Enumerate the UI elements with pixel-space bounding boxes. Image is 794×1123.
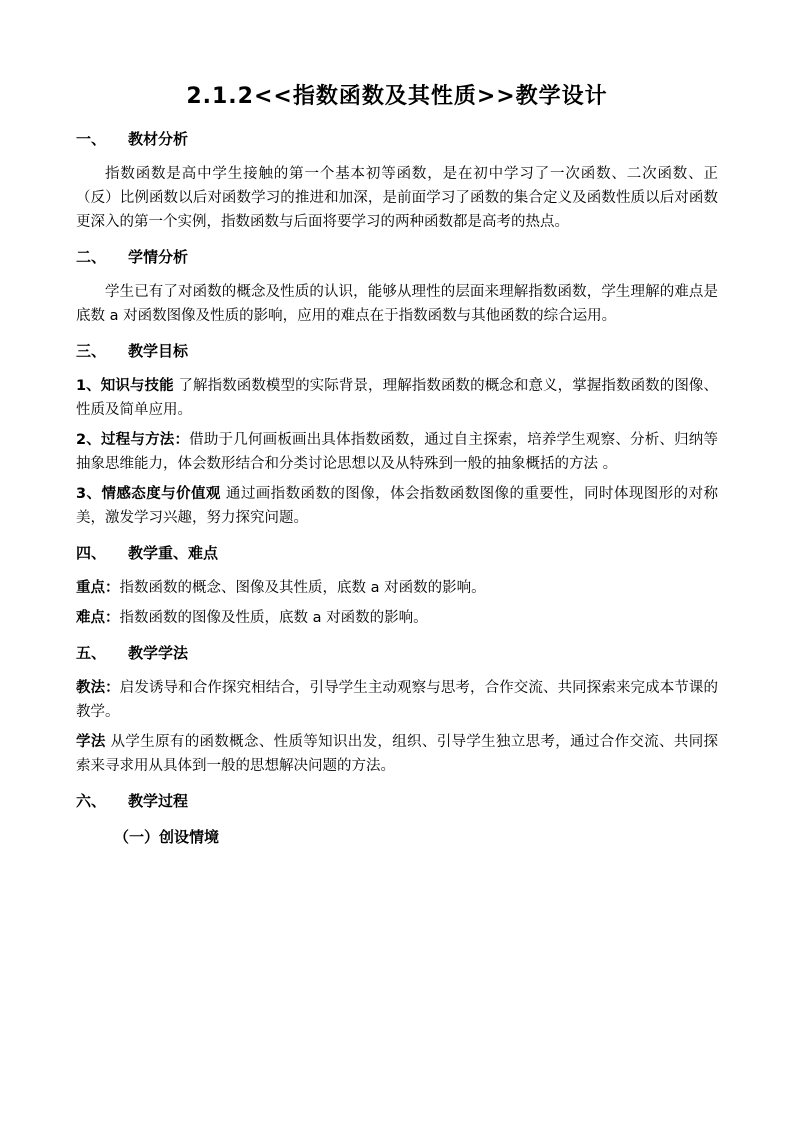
goal-text: 借助于几何画板画出具体指数函数，通过自主探索，培养学生观察、分析、归纳等抽象思维能力，体会数形结合和分类讨论思想以及从特殊到一般的抽象概括的方法 。 (76, 432, 718, 472)
difficult-points-paragraph (76, 606, 718, 630)
teaching-method-paragraph (76, 676, 718, 724)
section-title: 教学目标 (128, 342, 189, 360)
goal-text: 了解指数函数模型的实际背景，理解指数函数的概念和意义，掌握指数函数的图像、性质及简单应用。 (76, 378, 719, 418)
goal-text: 通过画指数函数的图像，体会指数函数图像的重要性，同时体现图形的对称美，激发学习兴趣，努力探究问题。 (76, 486, 719, 526)
section-heading-key-difficult-points (76, 542, 718, 564)
section-number: 三、 (76, 342, 107, 360)
section-number: 五、 (76, 644, 107, 662)
goal-label: 1、知识与技能 (76, 378, 174, 394)
section-heading-teaching-process (76, 790, 718, 812)
section-heading-student-analysis (76, 246, 718, 268)
goal-knowledge-skills (76, 374, 718, 422)
document-title: 2.1.2<<指数函数及其性质>>教学设计 (186, 84, 608, 109)
learning-method-label: 学法 (76, 734, 106, 750)
student-analysis-paragraph: 学生已有了对函数的概念及性质的认识，能够从理性的层面来理解指数函数，学生理解的难点是底数 a 对函数图像及性质的影响，应用的难点在于指数函数与其他函数的综合运用。 (76, 284, 718, 324)
section-number: 二、 (76, 248, 107, 266)
learning-method-paragraph (76, 730, 718, 778)
difficult-points-label: 难点： (76, 610, 120, 626)
teaching-method-text: 启发诱导和合作探究相结合，引导学生主动观察与思考，合作交流、共同探索来完成本节课的教学。 (76, 680, 718, 720)
section-title: 学情分析 (128, 248, 189, 266)
difficult-points-text: 指数函数的图像及性质，底数 a 对函数的影响。 (119, 610, 428, 626)
teaching-method-label: 教法： (76, 680, 120, 696)
section-heading-teaching-goals (76, 340, 718, 362)
key-points-label: 重点： (76, 580, 120, 596)
section-number: 六、 (76, 792, 107, 810)
goal-label: 3、情感态度与价值观 (76, 486, 221, 502)
section-heading-textbook-analysis (76, 128, 718, 150)
goal-process-method (76, 428, 718, 476)
section-title: 教学学法 (128, 644, 189, 662)
section-title: 教材分析 (128, 130, 189, 148)
key-points-text: 指数函数的概念、图像及其性质，底数 a 对函数的影响。 (119, 580, 486, 596)
section-title: 教学过程 (128, 792, 189, 810)
subsection-create-situation: （一）创设情境 (114, 828, 220, 846)
goal-label: 2、过程与方法： (76, 432, 190, 448)
section-heading-teaching-learning-methods (76, 642, 718, 664)
textbook-analysis-paragraph: 指数函数是高中学生接触的第一个基本初等函数，是在初中学习了一次函数、二次函数、正（反）比例函数以后对函数学习的推进和加深，是前面学习了函数的集合定义及函数性质以后对函数更深入的第一个实例，指数函数与后面将要学习的两种函数都是高考的热点。 (76, 166, 718, 230)
learning-method-text: 从学生原有的函数概念、性质等知识出发，组织、引导学生独立思考，通过合作交流、共同探索来寻求用从具体到一般的思想解决问题的方法。 (76, 734, 719, 774)
section-number: 四、 (76, 544, 107, 562)
key-points-paragraph (76, 576, 718, 600)
section-title: 教学重、难点 (128, 544, 219, 562)
goal-emotion-values (76, 482, 718, 530)
section-number: 一、 (76, 130, 107, 148)
